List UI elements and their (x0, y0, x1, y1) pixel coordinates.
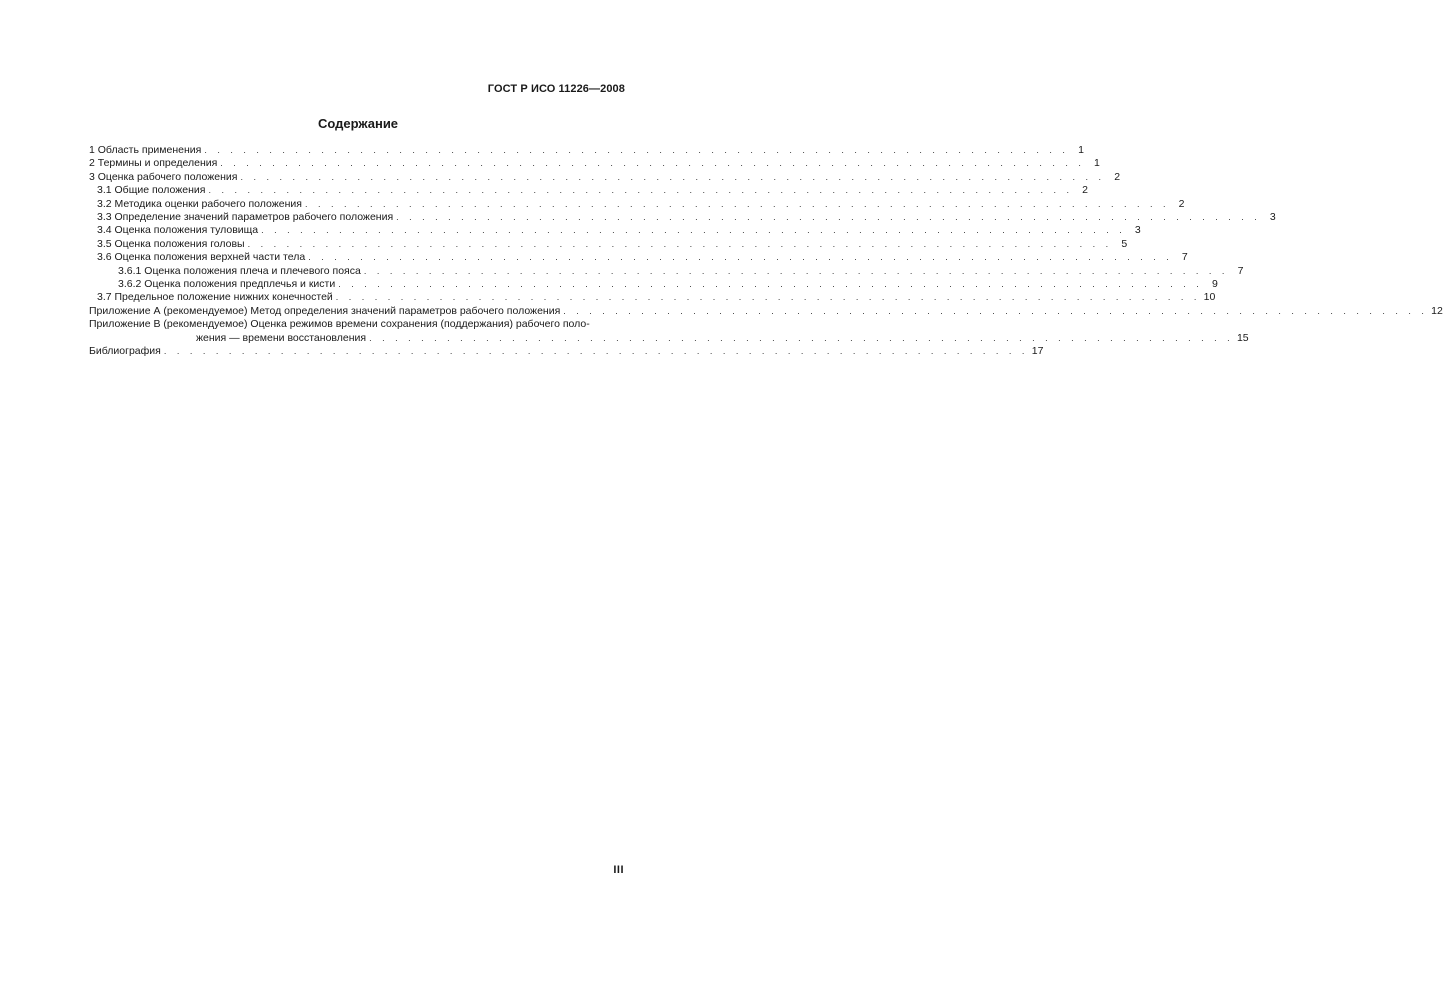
toc-entry-label: 3.5 Оценка положения головы (97, 237, 245, 250)
toc-entry-continuation[interactable] (89, 331, 1249, 345)
toc-entry-first-line[interactable] (89, 318, 625, 331)
toc-entry[interactable] (89, 184, 1089, 197)
toc-entry-label: 3.6 Оценка положения верхней части тела (97, 251, 306, 264)
toc-entry-label: 3.6.1 Оценка положения плеча и плечевого пояса (118, 264, 361, 277)
toc-entry-label: 3 Оценка рабочего положения (89, 170, 238, 183)
toc-entry-page: 7 (1181, 251, 1188, 264)
toc-entry-page: 2 (1082, 184, 1089, 197)
dot-leader: . . . . . . . . . . . . . . . . . . . . . . . . . . . . . . . . . . . . . . . . . . . . . . . . . . . . . . . . . . . . . . . . . . . (304, 198, 1170, 209)
toc-entry-page: 5 (1121, 237, 1128, 250)
toc-entry-label: 3.7 Предельное положение нижних конечностей (97, 291, 333, 304)
toc-entry-page: 9 (1211, 278, 1218, 291)
dot-leader: . . . . . . . . . . . . . . . . . . . . . . . . . . . . . . . . . . . . . . . . . . . . . . . . . . . . . . . . . . . . . . . . . . . (369, 332, 1234, 343)
dot-leader: . . . . . . . . . . . . . . . . . . . . . . . . . . . . . . . . . . . . . . . . . . . . . . . . . . . . . . . . . . . . . . . . . . . (396, 212, 1261, 223)
toc-entry-page: 10 (1203, 291, 1216, 304)
toc-entry[interactable] (89, 264, 1244, 278)
toc-entry-label: 3.4 Оценка положения туловища (97, 224, 259, 237)
toc-entry-label: Приложение А (рекомендуемое) Метод определения значений параметров рабочего положения (89, 304, 561, 317)
dot-leader: . . . . . . . . . . . . . . . . . . . . . . . . . . . . . . . . . . . . . . . . . . . . . . . . . . . . . . . . . . . . . . . . . . . (261, 225, 1126, 236)
toc-entry-page: 1 (1094, 157, 1100, 170)
toc-entry-label: 3.6.2 Оценка положения предплечья и кисти (118, 278, 336, 291)
page-number: III (613, 864, 624, 876)
toc-entry[interactable] (89, 157, 1100, 170)
toc-entry[interactable] (89, 144, 1084, 157)
dot-leader: . . . . . . . . . . . . . . . . . . . . . . . . . . . . . . . . . . . . . . . . . . . . . . . . . . . . . . . . . . . . . . . . . . . (363, 265, 1229, 276)
toc-entry[interactable] (89, 237, 1128, 251)
toc-entry-label: 2 Термины и определения (89, 157, 218, 170)
table-of-contents (89, 144, 1443, 359)
toc-entry-label: Приложение В (рекомендуемое) Оценка режимов времени сохранения (поддержания) рабочего поло- (89, 318, 590, 331)
toc-entry[interactable] (89, 278, 1218, 291)
toc-entry-continuation-label: жения — времени восстановления (196, 331, 367, 344)
toc-entry-page: 2 (1178, 197, 1185, 210)
toc-entry-page: 12 (1431, 304, 1443, 317)
toc-entry-label: 3.2 Методика оценки рабочего положения (97, 197, 302, 210)
document-code: ГОСТ Р ИСО 11226—2008 (487, 83, 625, 95)
toc-entry-page: 1 (1078, 144, 1084, 156)
toc-entry-page: 3 (1269, 211, 1276, 224)
dot-leader: . . . . . . . . . . . . . . . . . . . . . . . . . . . . . . . . . . . . . . . . . . . . . . . . . . . . . . . . . . . . . . . . . . . (204, 145, 1069, 155)
toc-entry[interactable] (89, 224, 1141, 237)
dot-leader: . . . . . . . . . . . . . . . . . . . . . . . . . . . . . . . . . . . . . . . . . . . . . . . . . . . . . . . . . . . . . . . . . . . (220, 158, 1085, 169)
dot-leader: . . . . . . . . . . . . . . . . . . . . . . . . . . . . . . . . . . . . . . . . . . . . . . . . . . . . . . . . . . . . . . . . . . . (240, 171, 1106, 182)
dot-leader: . . . . . . . . . . . . . . . . . . . . . . . . . . . . . . . . . . . . . . . . . . . . . . . . . . . . . . . . . . . . . . . . . . . (338, 279, 1203, 290)
toc-entry[interactable] (89, 251, 1188, 264)
toc-entry-label: Библиография (89, 345, 161, 358)
dot-leader: . . . . . . . . . . . . . . . . . . . . . . . . . . . . . . . . . . . . . . . . . . . . . . . . . . . . . . . . . . . . . . . . . . . (247, 238, 1113, 249)
toc-entry-page: 3 (1134, 224, 1141, 237)
toc-entry-label: 3.1 Общие положения (97, 184, 206, 197)
toc-entry[interactable] (89, 291, 1216, 304)
dot-leader: . . . . . . . . . . . . . . . . . . . . . . . . . . . . . . . . . . . . . . . . . . . . . . . . . . . . . . . . . . . . . . . . . . . (563, 305, 1428, 316)
toc-entry-page: 17 (1031, 345, 1044, 358)
toc-entry[interactable] (89, 345, 1044, 358)
dot-leader: . . . . . . . . . . . . . . . . . . . . . . . . . . . . . . . . . . . . . . . . . . . . . . . . . . . . . . . . . . . . . . . . . . . (163, 346, 1029, 357)
dot-leader: . . . . . . . . . . . . . . . . . . . . . . . . . . . . . . . . . . . . . . . . . . . . . . . . . . . . . . . . . . . . . . . . . . . (308, 252, 1173, 263)
toc-entry[interactable] (89, 304, 1443, 318)
dot-leader: . . . . . . . . . . . . . . . . . . . . . . . . . . . . . . . . . . . . . . . . . . . . . . . . . . . . . . . . . . . . . . . . . . . (208, 185, 1074, 196)
toc-entry-page: 15 (1236, 331, 1249, 344)
toc-entry[interactable] (89, 211, 1276, 224)
toc-entry-label: 3.3 Определение значений параметров рабочего положения (97, 211, 394, 224)
toc-title: Содержание (317, 116, 399, 131)
toc-entry-page: 7 (1237, 264, 1244, 277)
toc-entry[interactable] (89, 197, 1185, 211)
toc-entry-page: 2 (1114, 170, 1121, 183)
dot-leader: . . . . . . . . . . . . . . . . . . . . . . . . . . . . . . . . . . . . . . . . . . . . . . . . . . . . . . . . . . . . . . . . . . . (335, 292, 1201, 303)
toc-entry[interactable] (89, 170, 1121, 184)
toc-entry-label: 1 Область применения (89, 144, 202, 156)
